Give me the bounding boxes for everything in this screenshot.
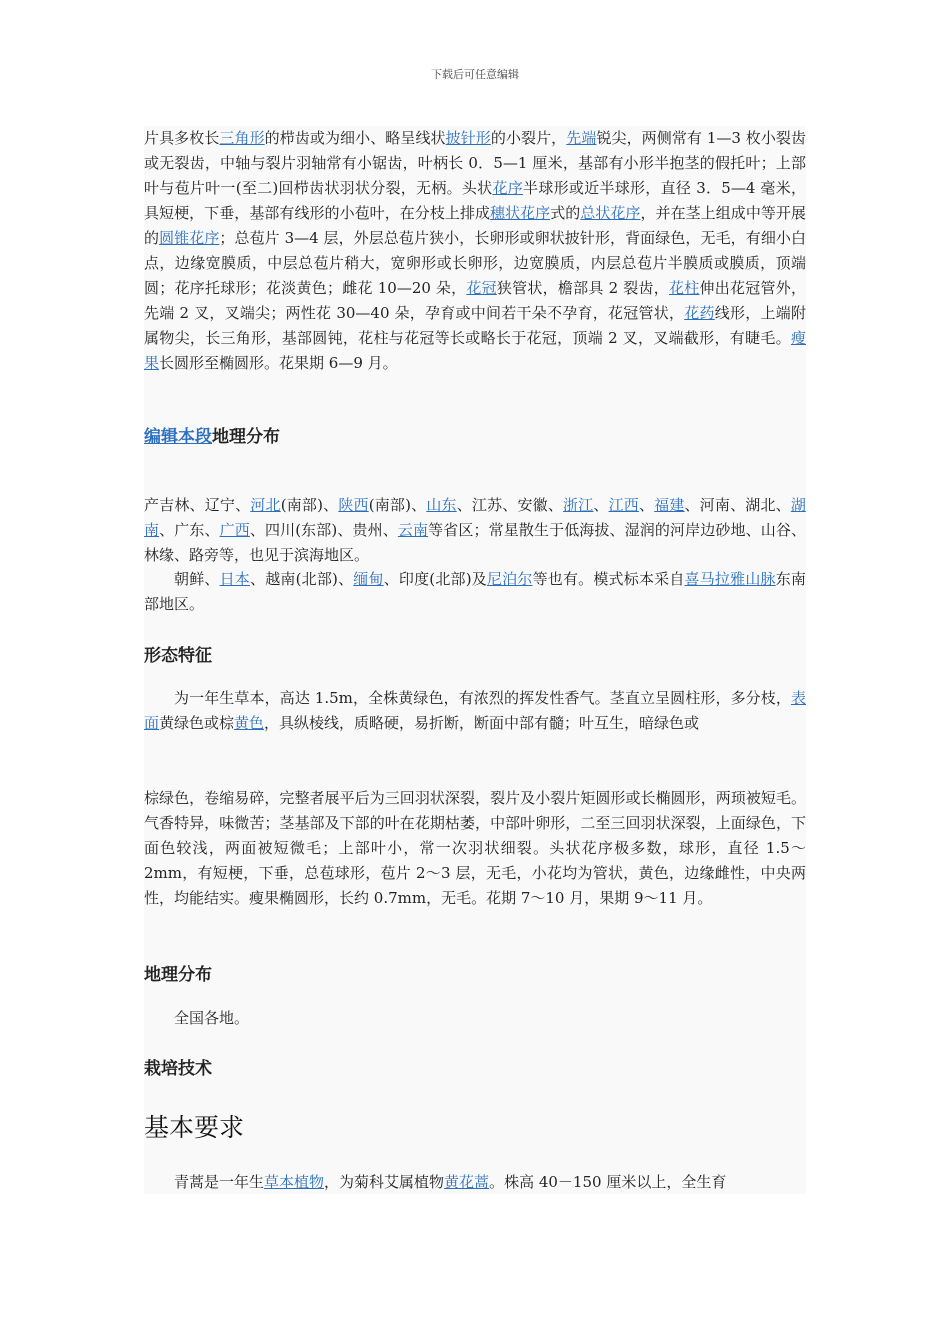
text-run: 、 [593, 496, 609, 514]
text-run: 线形，上端附属物尖，长三角形，基部圆钝，花柱与花冠等长或略长于花冠，顶端 2 叉，叉端截形，有睫毛。 [144, 304, 806, 347]
cultivation-paragraph [144, 1170, 806, 1195]
text-link[interactable]: 山东 [426, 496, 457, 514]
text-link[interactable]: 云南 [397, 521, 429, 539]
text-run: 青蒿是一年生 [174, 1173, 265, 1191]
text-run: ，为菊科艾属植物 [324, 1173, 445, 1191]
text-link[interactable]: 黄色 [234, 714, 265, 732]
text-run: 产吉林、辽宁、 [144, 496, 251, 514]
text-link[interactable]: 总状花序 [580, 204, 641, 222]
morphology-paragraph-continued: 棕绿色，卷缩易碎，完整者展平后为三回羽状深裂，裂片及小裂片矩圆形或长椭圆形，两顼被短毛。气香特异，味微苦；茎基部及下部的叶在花期枯萎，中部叶卵形，二至三回羽状深裂，上面绿色，下面色较浅，两面被短微毛；上部叶小，常一次羽状细裂。头状花序极多数，球形，直径 1.5～2mm，有短梗，下垂，总苞球形，苞片 2～3 层，无毛，小花均为管状，黄色，边缘雌性，中央两性，均能结实。瘦果椭圆形，长约 0.7mm，无毛。花期 7～10 月，果期 9～11 月。 [144, 789, 806, 907]
text-link[interactable]: 三角形 [219, 129, 265, 147]
text-link[interactable]: 江西 [608, 496, 639, 514]
text-run: 狭管状，檐部具 2 裂齿， [496, 279, 669, 297]
text-run: 锐尖，两侧常有 1—3 枚小裂齿或无裂齿，中轴与裂片羽轴常有小锯齿，叶柄长 0．5—1 厘米，基部有小形半抱茎的假托叶；上部叶与苞片叶一(至二)回栉齿状羽状分裂，无柄。头状 [144, 129, 806, 197]
text-run: ，具纵棱线，质略硬，易折断，断面中部有髓；叶互生，暗绿色或 [264, 714, 700, 732]
text-run: 等省区；常星散生于低海拔、湿润的河岸边砂地、山谷、林缘、路旁等，也见于滨海地区。 [144, 521, 806, 564]
section-heading-morphology: 形态特征 [144, 646, 212, 666]
text-link[interactable]: 先端 [566, 129, 597, 147]
text-run: 地理分布 [212, 427, 280, 447]
article-content [144, 126, 806, 1194]
geography-paragraph: 全国各地。 [174, 1009, 250, 1027]
text-run: 为一年生草本，高达 1.5m，全株黄绿色，有浓烈的挥发性香气。茎直立呈圆柱形，多分枝， [174, 689, 791, 707]
text-link[interactable]: 日本 [219, 570, 250, 588]
text-run: 等也有。模式标本采自 [532, 570, 685, 588]
text-link[interactable]: 花序 [492, 179, 524, 197]
text-link[interactable]: 陕西 [338, 496, 369, 514]
text-run: (南部)、 [368, 496, 427, 514]
text-link[interactable]: 福建 [654, 496, 685, 514]
text-link[interactable]: 瘦果 [144, 329, 806, 372]
section-heading-distribution [144, 422, 280, 447]
distribution-paragraph [144, 493, 806, 568]
text-link[interactable]: 穗状花序 [490, 204, 551, 222]
text-link[interactable]: 花药 [684, 304, 715, 322]
text-link[interactable]: 喜马拉雅山脉 [684, 570, 776, 588]
text-link[interactable]: 缅甸 [353, 570, 384, 588]
morphology-paragraph [144, 686, 806, 736]
distribution-abroad-paragraph [144, 567, 806, 617]
text-link[interactable]: 浙江 [563, 496, 594, 514]
text-run: 、江苏、安徽、 [456, 496, 564, 514]
text-link[interactable]: 黄花蒿 [444, 1173, 490, 1191]
text-link[interactable]: 草本植物 [264, 1173, 325, 1191]
text-run: 、四川(东部)、贵州、 [249, 521, 398, 539]
text-run: 东南部地区。 [144, 570, 806, 613]
page-header-note: 下载后可任意编辑 [431, 68, 519, 81]
text-link[interactable]: 表面 [144, 689, 806, 732]
text-run: 半球形或近半球形，直径 3．5—4 毫米，具短梗，下垂，基部有线形的小苞叶，在分枝上排成 [144, 179, 806, 222]
text-link[interactable]: 湖南 [144, 496, 806, 539]
text-link[interactable]: 广西 [219, 521, 250, 539]
text-link[interactable]: 花冠 [466, 279, 497, 297]
text-run: 、越南(北部)、 [250, 570, 354, 588]
text-run: 片具多枚长 [144, 129, 220, 147]
subsection-heading-basic-requirements: 基本要求 [144, 1113, 245, 1142]
text-run: 长圆形至椭圆形。花果期 6—9 月。 [159, 354, 398, 372]
text-run: (南部)、 [280, 496, 339, 514]
text-run: 、印度(北部)及 [383, 570, 487, 588]
text-run: ；总苞片 3—4 层，外层总苞片狭小，长卵形或卵状披针形，背面绿色，无毛，有细小白点，边缘宽膜质，中层总苞片稍大，宽卵形或长卵形，边宽膜质，内层总苞片半膜质或膜质，顶端圆；花序托球形；花淡黄色；雌花 10—20 朵， [144, 229, 806, 297]
section-heading-geography: 地理分布 [144, 965, 212, 985]
text-link[interactable]: 圆锥花序 [159, 229, 220, 247]
text-run: 伸出花冠管外，先端 2 叉，叉端尖；两性花 30—40 朵，孕育或中间若干朵不孕育，花冠管状， [144, 279, 806, 322]
description-paragraph [144, 126, 806, 376]
text-link[interactable]: 尼泊尔 [486, 570, 533, 588]
text-run: 朝鲜、 [174, 570, 220, 588]
text-link[interactable]: 花柱 [668, 279, 700, 297]
text-link[interactable]: 河北 [250, 496, 281, 514]
text-run: 、河南、湖北、 [684, 496, 791, 514]
text-run: 黄绿色或棕 [159, 714, 235, 732]
text-link[interactable]: 披针形 [445, 129, 491, 147]
text-run: 式的 [550, 204, 581, 222]
text-run: 的栉齿或为细小、略呈线状 [264, 129, 446, 147]
text-run: ，并在茎上组成中等开展的 [144, 204, 806, 247]
text-run: 。株高 40－150 厘米以上，全生育 [489, 1173, 727, 1191]
text-run: 、广东、 [159, 521, 220, 539]
section-heading-cultivation: 栽培技术 [144, 1059, 212, 1079]
text-run: 、 [638, 496, 655, 514]
text-link[interactable]: 编辑本段 [144, 427, 212, 447]
text-run: 的小裂片， [490, 129, 567, 147]
